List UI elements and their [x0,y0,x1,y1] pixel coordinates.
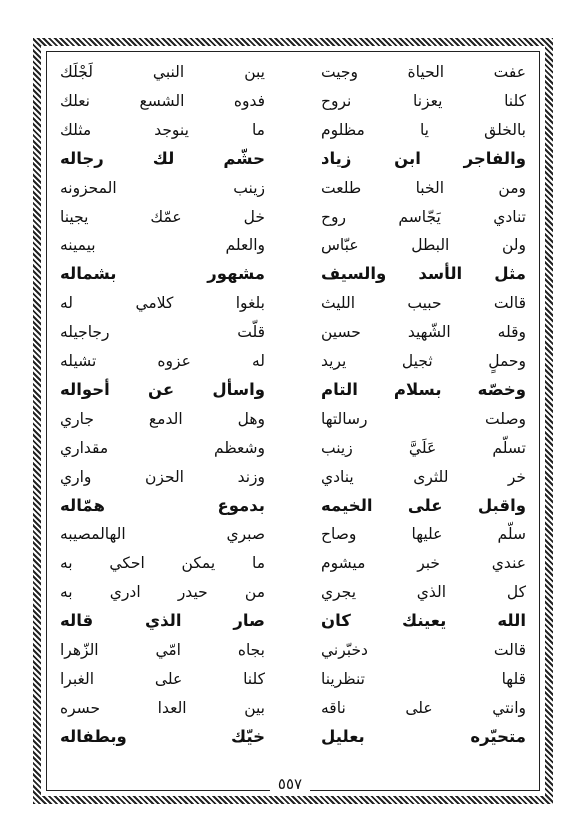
hemistich-right: الله يعينك كان [321,611,526,631]
verse-row [60,116,526,144]
hemistich-left: وشعظم مقداري [60,438,265,457]
hemistich-right: تنادي يَجّاسم روح [321,207,526,226]
page-number-text: ٥٥٧ [270,775,310,793]
hemistich-left: من حيدر ادري به [60,583,265,602]
verse-row [60,520,526,548]
hemistich-left: حشّم لك رجاله [60,148,265,168]
hemistich-right: قلها تنظرينا [321,669,526,688]
verse-row [60,463,526,491]
hemistich-right: سلّم عليها وصاح [321,525,526,544]
hemistich-right: كل الذي يجري [321,583,526,602]
hemistich-left: صار الذي قاله [60,611,265,631]
verse-row [60,607,526,635]
hemistich-right: وقله الشّهيد حسين [321,323,526,342]
page-number [0,775,580,793]
hemistich-right: قالت حبيب الليث [321,294,526,313]
verse-row [60,376,526,404]
verse-row [60,694,526,722]
hemistich-right: خر للثرى ينادي [321,467,526,486]
verse-row [60,289,526,317]
hemistich-left: يبن النبي لَجْلَك [60,63,265,81]
verse-row [60,174,526,202]
hemistich-right: قالت دخبّرني [321,641,526,659]
hemistich-right: تسلّم عَلَيَّ زينب [321,438,526,457]
hemistich-right: ولن البطل عبّاس [321,236,526,255]
verse-row [60,665,526,693]
hemistich-right: ومن الخبا طلعت [321,178,526,197]
hemistich-left: مشهور بشماله [60,264,265,284]
hemistich-left: والعلم بيمينه [60,236,265,255]
hemistich-right: عندي خبر ميشوم [321,554,526,573]
hemistich-right: بالخلق يا مظلوم [321,120,526,139]
hemistich-left: خل عمّك يجينا [60,207,265,226]
hemistich-left: صبري الهالمصيبه [60,525,265,544]
hemistich-left: فدوه الشسع نعلك [60,91,265,110]
verse-row [60,549,526,577]
hemistich-right: واقبل على الخيمه [321,495,526,515]
verse-row [60,434,526,462]
hemistich-left: قلّت رجاجيله [60,323,265,342]
hemistich-left: زينب المحزونه [60,178,265,197]
verse-row [60,231,526,259]
hemistich-right: وخصّه بسلام التام [321,379,526,399]
hemistich-right: والفاجر ابن زياد [321,148,526,168]
verse-row [60,58,526,86]
hemistich-left: بدموع همّاله [60,495,265,515]
verse-row [60,260,526,288]
hemistich-left: له عزوه تشيله [60,352,265,370]
hemistich-right: وحملٍ ثجيل يريد [321,352,526,370]
verse-row [60,723,526,751]
hemistich-left: ما ينوجد مثلك [60,120,265,139]
hemistich-left: بجاه امّي الزّهرا [60,641,265,659]
hemistich-right: وانتي على ناقه [321,698,526,717]
verse-row [60,87,526,115]
hemistich-right: عفت الحياة وجيت [321,63,526,81]
verse-row [60,492,526,520]
hemistich-left: بين العدا حسره [60,698,265,717]
hemistich-left: ما يمكن احكي به [60,554,265,573]
verse-row [60,318,526,346]
hemistich-right: كلنا يعزنا نروح [321,91,526,110]
hemistich-left: واسأل عن أحواله [60,379,265,399]
poem-body [60,58,526,780]
hemistich-right: متحيّره بعليل [321,726,526,746]
verse-row [60,405,526,433]
hemistich-left: خيّك وبطفاله [60,726,265,746]
hemistich-left: بلغوا كلامي له [60,294,265,313]
hemistich-left: وزند الحزن واري [60,467,265,486]
verse-row [60,203,526,231]
verse-row [60,636,526,664]
hemistich-left: وهل الدمع جاري [60,409,265,428]
verse-row [60,347,526,375]
hemistich-right: مثل الأسد والسيف [321,264,526,284]
verse-row [60,145,526,173]
hemistich-right: وصلت رسالتها [321,409,526,428]
hemistich-left: كلنا على الغبرا [60,669,265,688]
verse-row [60,578,526,606]
